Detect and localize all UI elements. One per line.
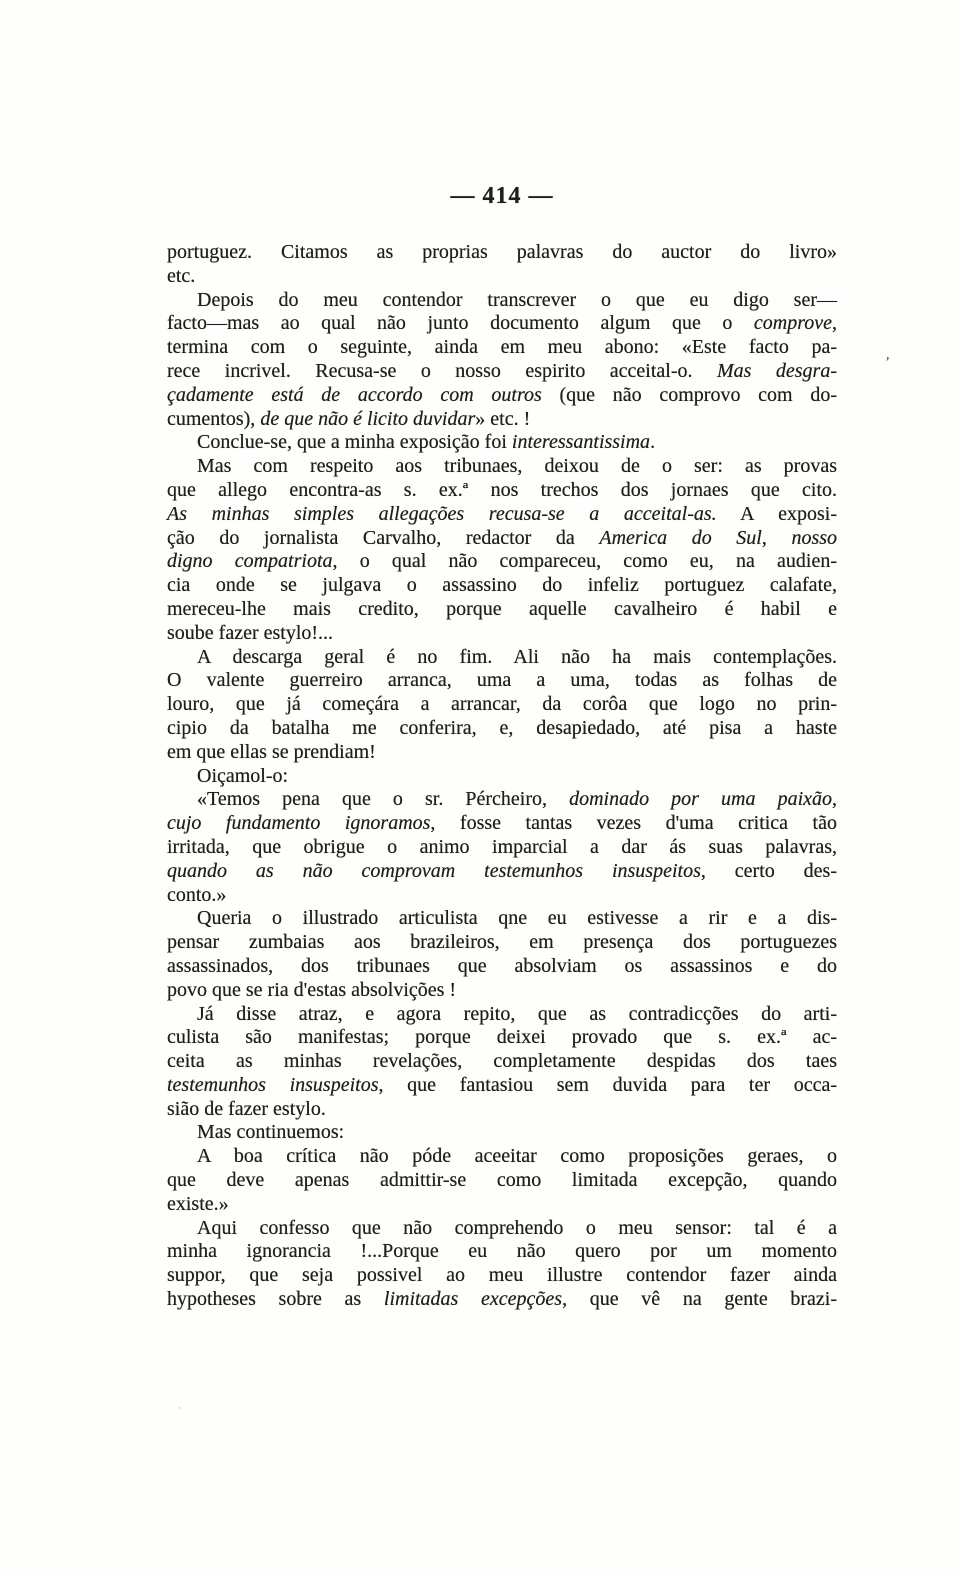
- text-line: [167, 717, 837, 741]
- text-line: [167, 503, 837, 527]
- text-run: soube fazer estylo!...: [167, 621, 334, 644]
- italic-text-run: limitadas excepções: [383, 1288, 563, 1311]
- text-line: [167, 384, 837, 408]
- text-run: » etc. !: [475, 407, 531, 430]
- text-run: (que não comprovo com do-: [559, 383, 837, 406]
- italic-text-run: cujo fundamento ignoramos: [167, 812, 431, 835]
- text-line: [167, 527, 837, 551]
- text-line: [167, 1193, 837, 1217]
- text-run: portuguez. Citamos as proprias palavras do auctor do livro»: [167, 241, 837, 263]
- text-run: pensar zumbaias aos brazileiros, em presença dos portuguezes: [167, 931, 837, 954]
- text-run: ,: [761, 526, 792, 549]
- text-run: etc.: [167, 264, 196, 287]
- text-run: A exposi-: [716, 502, 837, 525]
- text-run: ção do jornalista Carvalho, redactor da: [167, 526, 600, 549]
- paragraph: [167, 1121, 837, 1145]
- text-run: rece incrivel. Recusa-se o nosso espirito acceital-o.: [167, 359, 717, 382]
- text-line: [167, 1288, 837, 1312]
- italic-text-run: America do Sul: [599, 526, 762, 549]
- text-line: [167, 574, 837, 598]
- text-line: [167, 1169, 837, 1193]
- text-run: conto.»: [167, 883, 227, 906]
- paragraph: [167, 1217, 837, 1312]
- text-line: [167, 1003, 837, 1027]
- text-run: Queria o illustrado articulista qne eu estivesse a rir e a dis-: [197, 907, 837, 930]
- italic-text-run: nosso: [791, 526, 838, 549]
- italic-text-run: dominado por uma paixão,: [569, 788, 837, 811]
- text-line: [167, 812, 837, 836]
- text-line: [167, 1026, 837, 1050]
- text-line: [167, 907, 837, 931]
- text-run: sião de fazer estylo.: [167, 1097, 326, 1120]
- italic-text-run: comprove: [753, 312, 832, 335]
- text-line: [167, 360, 837, 384]
- text-run: louro, que já começára a arrancar, da corôa que logo no prin-: [167, 693, 837, 716]
- text-line: [167, 455, 837, 479]
- text-line: [167, 931, 837, 955]
- text-run: facto—mas ao qual não junto documento algum que o: [167, 312, 754, 335]
- paragraph: [167, 646, 837, 765]
- text-run: .: [650, 431, 656, 454]
- text-run: Mas com respeito aos tribunaes, deixou de o ser: as provas: [197, 455, 837, 478]
- italic-text-run: de que não é licito duvidar: [260, 407, 476, 430]
- text-run: hypotheses sobre as: [167, 1288, 384, 1311]
- text-line: [167, 312, 837, 336]
- paragraph: [167, 431, 837, 455]
- text-line: [167, 860, 837, 884]
- text-run: A boa crítica não póde aceeitar como proposições geraes, o: [197, 1145, 837, 1168]
- text-line: [167, 336, 837, 360]
- text-run: , que vê na gente brazi-: [562, 1288, 838, 1311]
- italic-text-run: Mas desgra-: [716, 359, 837, 382]
- text-run: , o qual não compareceu, como eu, na audien-: [332, 550, 837, 573]
- italic-text-run: quando as não comprovam testemunhos insuspeitos: [167, 859, 701, 882]
- text-run: Conclue-se, que a minha exposição foi: [197, 431, 512, 454]
- text-line: [167, 836, 837, 860]
- paragraph: [167, 241, 837, 289]
- text-line: [167, 550, 837, 574]
- text-run: «Temos pena que o sr. Pércheiro,: [197, 788, 570, 811]
- paragraph: [167, 907, 837, 1002]
- text-run: cipio da batalha me conferira, e, desapiedado, até pisa a haste: [167, 716, 837, 739]
- text-run: Aqui confesso que não comprehendo o meu sensor: tal é a: [197, 1216, 837, 1239]
- scan-speck-margin: ’: [882, 354, 891, 372]
- text-run: , fosse tantas vezes d'uma critica tão: [430, 812, 837, 835]
- text-line: [167, 431, 837, 455]
- text-line: [167, 598, 837, 622]
- text-run: que allego encontra-as s. ex.ª nos trechos dos jornaes que cito.: [167, 478, 837, 501]
- text-run: suppor, que seja possivel ao meu illustre contendor fazer ainda: [167, 1264, 837, 1287]
- text-run: Oiçamol-o:: [197, 764, 289, 787]
- text-run: em que ellas se prendiam!: [167, 740, 376, 763]
- text-line: [167, 289, 837, 313]
- text-block: [167, 241, 837, 1312]
- paragraph: [167, 1003, 837, 1122]
- text-line: [167, 265, 837, 289]
- text-run: existe.»: [167, 1192, 229, 1215]
- text-line: [167, 788, 837, 812]
- paragraph: [167, 788, 837, 907]
- text-line: [167, 1217, 837, 1241]
- text-run: Depois do meu contendor transcrever o que eu digo ser—: [197, 288, 837, 311]
- text-line: [167, 1121, 837, 1145]
- text-line: [167, 646, 837, 670]
- text-line: [167, 741, 837, 765]
- text-run: ceita as minhas revelações, completamente despidas dos taes: [167, 1050, 837, 1073]
- text-run: assassinados, dos tribunaes que absolviam os assassinos e do: [167, 954, 837, 977]
- text-line: [167, 1145, 837, 1169]
- italic-text-run: As minhas simples allegações recusa-se a acceital-as.: [167, 502, 717, 525]
- text-line: [167, 479, 837, 503]
- text-run: O valente guerreiro arranca, uma a uma, todas as folhas de: [167, 669, 837, 692]
- text-run: , que fantasiou sem duvida para ter occa-: [378, 1073, 838, 1096]
- italic-text-run: çadamente está de accordo com outros: [167, 383, 560, 406]
- paragraph: [167, 289, 837, 432]
- text-run: , certo des-: [700, 859, 837, 882]
- text-run: termina com o seguinte, ainda em meu abono: «Este facto pa-: [167, 336, 837, 359]
- text-line: [167, 1240, 837, 1264]
- text-line: [167, 241, 837, 265]
- text-run: Já disse atraz, e agora repito, que as contradicções do arti-: [197, 1002, 837, 1025]
- italic-text-run: interessantissima: [511, 431, 651, 454]
- paragraph: [167, 765, 837, 789]
- italic-text-run: testemunhos insuspeitos: [167, 1073, 379, 1096]
- text-run: cia onde se julgava o assassino do infeliz portuguez calafate,: [167, 574, 837, 597]
- text-line: [167, 955, 837, 979]
- text-line: [167, 669, 837, 693]
- paragraph: [167, 455, 837, 645]
- text-run: minha ignorancia !...Porque eu não quero por um momento: [167, 1240, 837, 1263]
- text-line: [167, 884, 837, 908]
- italic-text-run: digno compatriota: [167, 550, 333, 573]
- scan-speck-bottom: ·: [178, 1403, 181, 1413]
- text-run: povo que se ria d'estas absolvições !: [167, 978, 457, 1001]
- text-line: [167, 979, 837, 1003]
- text-line: [167, 1050, 837, 1074]
- page-number: — 414 —: [450, 183, 554, 209]
- text-run: irritada, que obrigue o animo imparcial a dar ás suas palavras,: [167, 835, 837, 858]
- text-run: A descarga geral é no fim. Ali não ha mais contemplações.: [197, 645, 837, 668]
- text-run: culista são manifestas; porque deixei provado que s. ex.ª ac-: [167, 1026, 837, 1049]
- text-run: Mas continuemos:: [197, 1121, 345, 1144]
- text-line: [167, 765, 837, 789]
- text-run: mereceu-lhe mais credito, porque aquelle cavalheiro é habil e: [167, 597, 837, 620]
- text-line: [167, 408, 837, 432]
- text-line: [167, 622, 837, 646]
- text-run: que deve apenas admittir-se como limitada excepção, quando: [167, 1169, 837, 1192]
- text-line: [167, 693, 837, 717]
- paragraph: [167, 1145, 837, 1216]
- text-line: [167, 1074, 837, 1098]
- text-run: cumentos),: [167, 407, 261, 430]
- text-run: ,: [832, 312, 837, 335]
- text-line: [167, 1264, 837, 1288]
- text-line: [167, 1098, 837, 1122]
